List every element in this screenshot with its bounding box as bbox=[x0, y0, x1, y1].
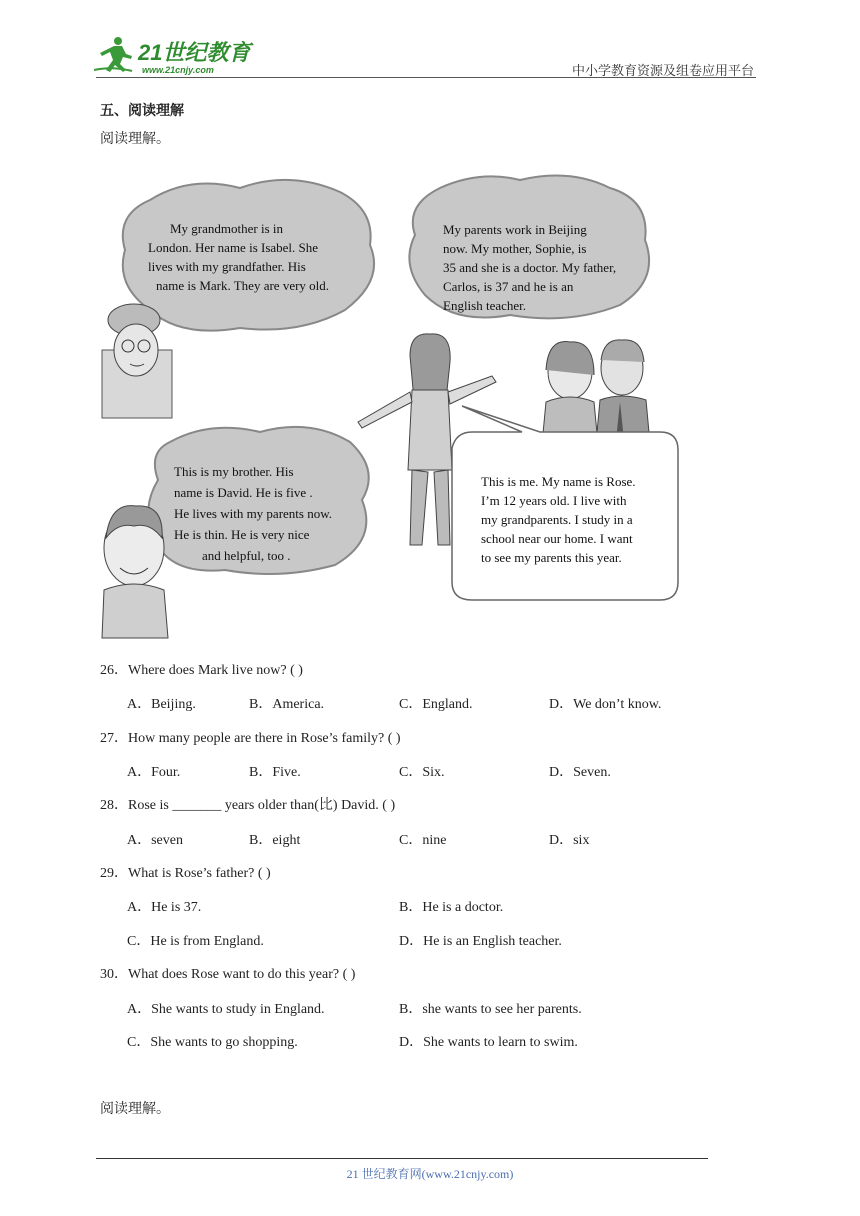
q30-option-a[interactable]: A．She wants to study in England. bbox=[127, 1002, 325, 1017]
bubble1-line1: My grandmother is in bbox=[170, 221, 284, 236]
site-logo bbox=[92, 34, 262, 76]
question-number: 28． bbox=[100, 798, 128, 813]
brother-figure bbox=[102, 506, 168, 638]
question-29 bbox=[100, 862, 271, 882]
q28-option-c[interactable]: C．nine bbox=[399, 833, 447, 848]
bubble2-line3: 35 and she is a doctor. My father, bbox=[443, 260, 617, 275]
q30-option-b[interactable]: B．she wants to see her parents. bbox=[399, 1002, 582, 1017]
question-28 bbox=[100, 794, 395, 814]
q30-option-c[interactable]: C．She wants to go shopping. bbox=[127, 1035, 298, 1050]
question-text: Where does Mark live now? ( ) bbox=[128, 663, 303, 678]
bubble4-line5: to see my parents this year. bbox=[481, 550, 622, 565]
grandfather-figure bbox=[102, 304, 172, 418]
q26-option-b[interactable]: B．America. bbox=[249, 697, 325, 712]
next-section-instruction: 阅读理解。 bbox=[100, 1101, 170, 1117]
q29-option-a[interactable]: A．He is 37. bbox=[127, 900, 202, 915]
q26-option-c[interactable]: C．England. bbox=[399, 697, 473, 712]
q29-option-d[interactable]: D．He is an English teacher. bbox=[399, 934, 562, 949]
q27-option-c[interactable]: C．Six. bbox=[399, 765, 445, 780]
question-30 bbox=[100, 963, 355, 983]
bubble3-line2: name is David. He is five . bbox=[174, 485, 313, 500]
question-27 bbox=[100, 727, 401, 747]
reading-illustration bbox=[100, 170, 700, 640]
bubble1-line3: lives with my grandfather. His bbox=[148, 259, 306, 274]
section-instruction: 阅读理解。 bbox=[100, 131, 170, 147]
section-title: 五、阅读理解 bbox=[100, 103, 184, 119]
question-text: How many people are there in Rose’s family? ( ) bbox=[128, 731, 401, 746]
q29-option-b[interactable]: B．He is a doctor. bbox=[399, 900, 504, 915]
question-text: What does Rose want to do this year? ( ) bbox=[128, 967, 356, 982]
bubble3-line1: This is my brother. His bbox=[174, 464, 294, 479]
q26-option-a[interactable]: A．Beijing. bbox=[127, 697, 196, 712]
q28-option-a[interactable]: A．seven bbox=[127, 833, 183, 848]
footer-divider bbox=[96, 1158, 708, 1159]
header-divider bbox=[96, 77, 756, 78]
runner-icon bbox=[100, 37, 132, 72]
bubble4-line3: my grandparents. I study in a bbox=[481, 512, 633, 527]
question-number: 30． bbox=[100, 967, 128, 982]
question-text: What is Rose’s father? ( ) bbox=[128, 866, 271, 881]
question-text: Rose is _______ years older than(比) David. ( ) bbox=[128, 798, 396, 813]
bubble2-line2: now. My mother, Sophie, is bbox=[443, 241, 587, 256]
bubble4-line4: school near our home. I want bbox=[481, 531, 633, 546]
question-number: 29． bbox=[100, 866, 128, 881]
footer-text[interactable]: 21 世纪教育网(www.21cnjy.com) bbox=[346, 1167, 514, 1181]
q27-option-a[interactable]: A．Four. bbox=[127, 765, 181, 780]
bubble2-line5: English teacher. bbox=[443, 298, 527, 313]
bubble1-line2: London. Her name is Isabel. She bbox=[148, 240, 319, 255]
logo-main-text: 21世纪教育 bbox=[138, 40, 251, 65]
question-26 bbox=[100, 659, 303, 679]
bubble3-line4: He is thin. He is very nice bbox=[174, 527, 310, 542]
speech-bubble-brother bbox=[148, 427, 369, 574]
bubble2-line4: Carlos, is 37 and he is an bbox=[443, 279, 574, 294]
question-number: 26． bbox=[100, 663, 128, 678]
bubble4-line2: I’m 12 years old. I live with bbox=[481, 493, 627, 508]
q27-option-d[interactable]: D．Seven. bbox=[549, 765, 611, 780]
speech-bubble-grandfather bbox=[123, 180, 374, 331]
bubble2-line1: My parents work in Beijing bbox=[443, 222, 587, 237]
header-platform-label: 中小学教育资源及组卷应用平台 bbox=[571, 64, 754, 79]
q29-option-c[interactable]: C．He is from England. bbox=[127, 934, 264, 949]
question-number: 27． bbox=[100, 731, 128, 746]
bubble3-line5: and helpful, too . bbox=[202, 548, 291, 563]
q28-option-b[interactable]: B．eight bbox=[249, 833, 301, 848]
bubble1-line4: name is Mark. They are very old. bbox=[156, 278, 330, 293]
logo-url-text: www.21cnjy.com bbox=[142, 65, 214, 75]
q28-option-d[interactable]: D．six bbox=[549, 833, 590, 848]
bubble3-line3: He lives with my parents now. bbox=[174, 506, 333, 521]
speech-bubble-parents bbox=[409, 176, 649, 319]
q30-option-d[interactable]: D．She wants to learn to swim. bbox=[399, 1035, 578, 1050]
q27-option-b[interactable]: B．Five. bbox=[249, 765, 301, 780]
speech-bubble-rose bbox=[452, 406, 678, 600]
q26-option-d[interactable]: D．We don’t know. bbox=[549, 697, 662, 712]
bubble4-line1: This is me. My name is Rose. bbox=[481, 474, 636, 489]
